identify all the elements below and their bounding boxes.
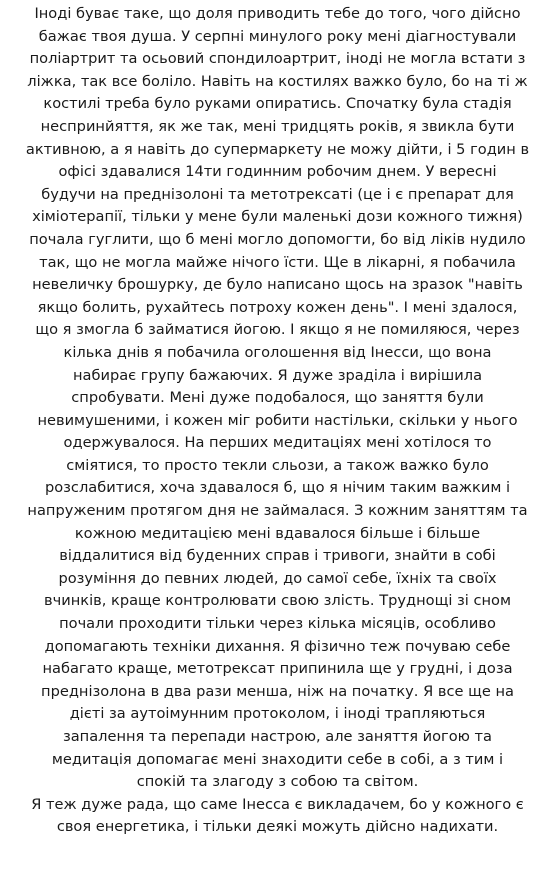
text-line: почала гуглити, що б мені могло допомогти, бо від ліків нудило <box>29 230 526 248</box>
text-line: одержувалося. На перших медитаціях мені хотілося то <box>63 434 492 452</box>
text-line: бажає твоя душа. У серпні минулого року мені діагностували <box>38 27 517 45</box>
text-line: віддалитися від буденних справ і тривоги, знайти в собі <box>59 547 496 565</box>
text-line: запалення та перепади настрою, але заняття йогою та <box>62 728 492 745</box>
paragraph-main <box>3 3 552 794</box>
text-line: активною, а я навіть до супермаркету не можу дійти, і 5 годин в <box>25 140 530 158</box>
text-line: розуміння до певних людей, до самої себе, їхніх та своїх <box>58 569 497 587</box>
text-line: кожною медитацією мені вдавалося більше і більше <box>74 524 481 542</box>
text-line: дієті за аутоімунним протоколом, і іноді трапляються <box>69 705 486 723</box>
text-line: костилі треба було руками опиратись. Спочатку була стадія <box>43 95 512 113</box>
text-line: ліжка, так все боліло. Навіть на костилях важко було, бо на ті ж <box>27 72 528 90</box>
text-line: кілька днів я побачила оголошення від Інесси, що вона <box>63 343 492 361</box>
text-line: своя енергетика, і тільки деякі можуть дійсно надихати. <box>56 818 499 836</box>
text-line: хіміотерапії, тільки у мене були маленькі дози кожного тижня) <box>32 208 523 226</box>
text-line: офісі здавалися 14ти годинним робочим днем. У вересні <box>58 163 497 181</box>
text-line: що я змогла б займатися йогою. І якщо я не помиляюся, через <box>35 321 520 339</box>
text-line: Іноді буває таке, що доля приводить тебе до того, чого дійсно <box>34 5 521 22</box>
text-line: невеличку брошурку, де було написано щось на зразок "навіть <box>32 276 523 294</box>
text-line: преднізолона в два рази менша, ніж на початку. Я все ще на <box>41 682 514 700</box>
text-line: якщо болить, рухайтесь потроху кожен день". І мені здалося, <box>37 298 518 316</box>
text-line: медитація допомагає мені знаходити себе в собі, а з тим і <box>51 750 504 768</box>
text-line: будучи на преднізолоні та метотрексаті (це і є препарат для <box>41 185 514 203</box>
text-line: Я теж дуже рада, що саме Інесса є викладачем, бо у кожного є <box>31 795 524 813</box>
text-line: набагато краще, метотрексат припинила ще у грудні, і доза <box>42 660 513 678</box>
text-line: почали проходити тільки через кілька місяців, особливо <box>59 615 496 633</box>
text-line: спокій та злагоду з собою та світом. <box>136 773 419 791</box>
text-line: сміятися, то просто текли сльози, а також важко було <box>66 456 489 474</box>
text-line: так, що не могла майже нічого їсти. Ще в лікарні, я побачила <box>39 253 516 271</box>
text-line: набирає групу бажаючих. Я дуже зраділа і вирішила <box>72 366 483 384</box>
text-line: вчинків, краще контролювати свою злість. Труднощі зі сном <box>44 592 511 610</box>
text-line: розслабитися, хоча здавалося б, що я нічим таким важким і <box>44 479 511 497</box>
text-line: спробувати. Мені дуже подобалося, що заняття були <box>71 389 484 407</box>
text-line: неспринйяття, як же так, мені тридцять років, я звикла бути <box>40 117 515 135</box>
text-line: поліартрит та осьовий спондилоартрит, іноді не могла встати з <box>29 50 526 68</box>
paragraph-closing <box>3 794 552 839</box>
text-line: невимушеними, і кожен міг робити настільки, скільки у нього <box>37 411 518 429</box>
text-line: допомагають техніки дихання. Я фізично теж почуваю себе <box>44 637 511 655</box>
text-line: напруженим протягом дня не займалася. З кожним заняттям та <box>27 502 528 520</box>
